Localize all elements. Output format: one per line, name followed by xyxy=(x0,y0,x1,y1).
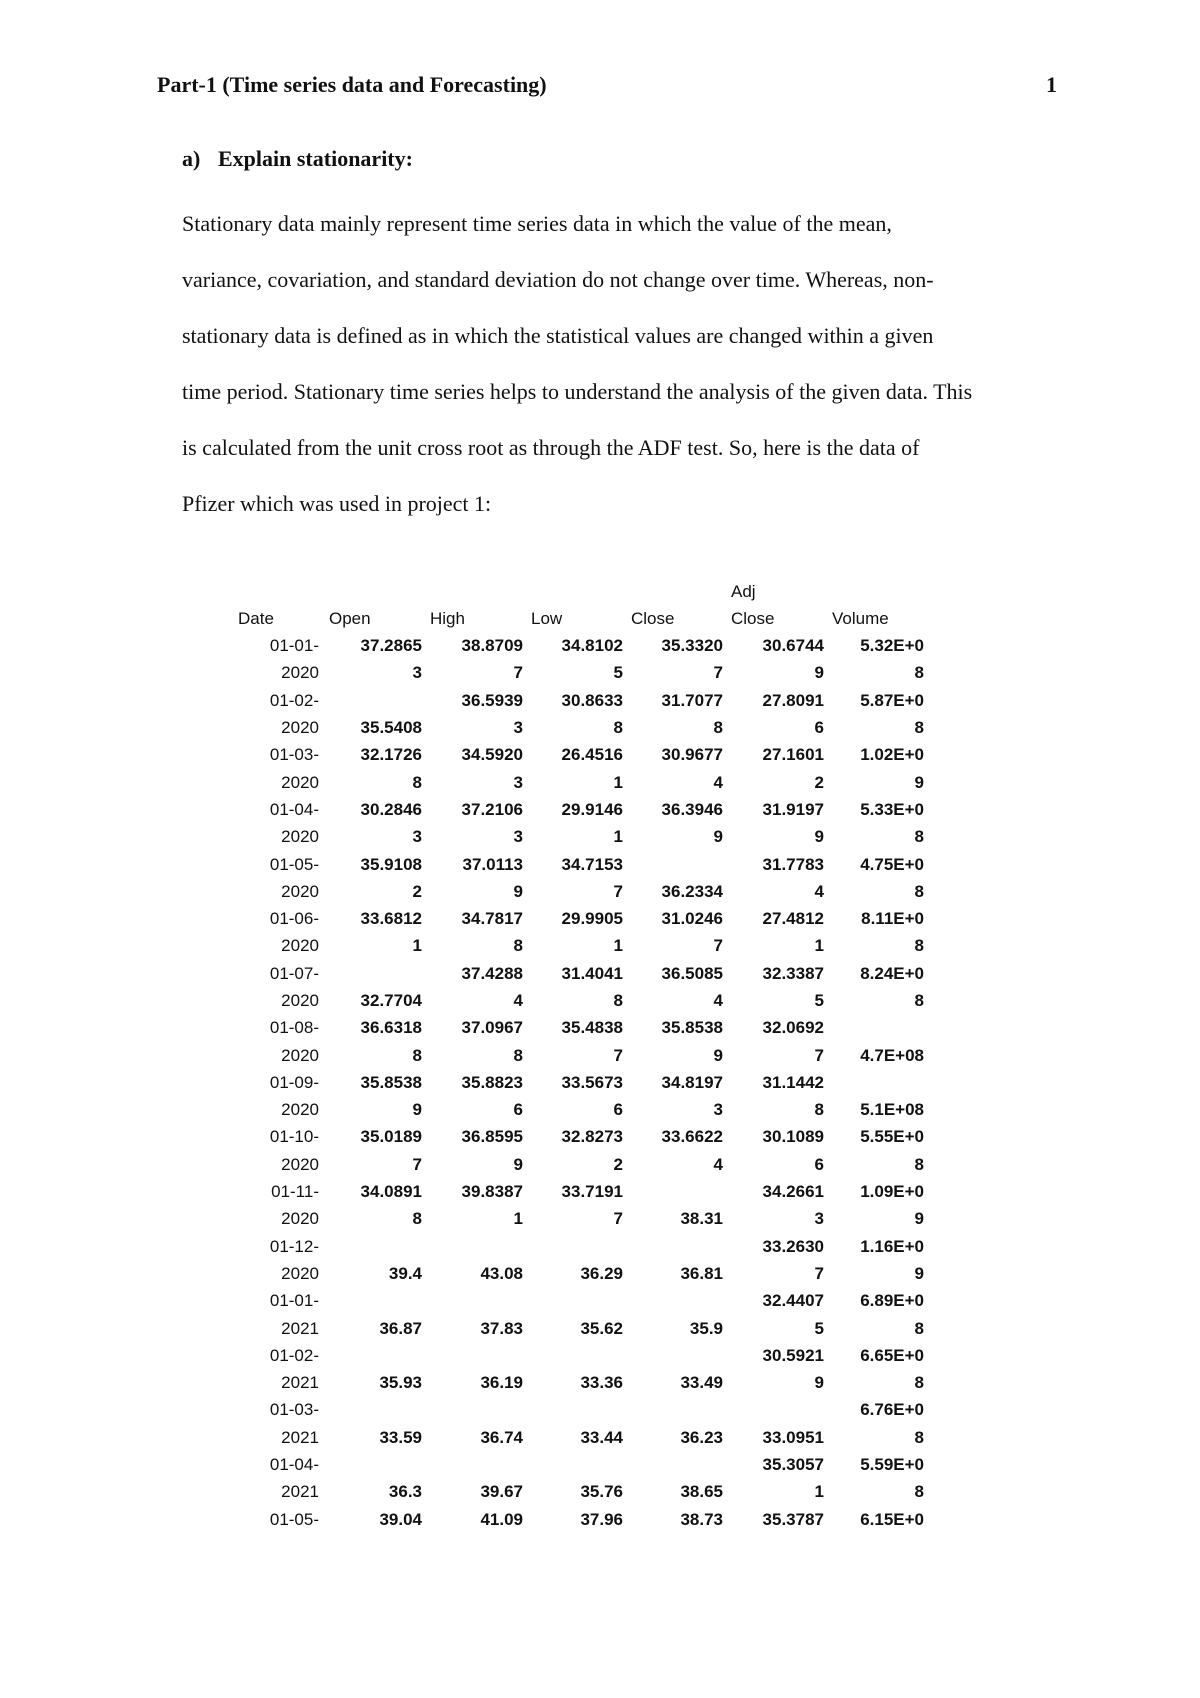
page-header xyxy=(157,72,1057,106)
table-cell: 7 xyxy=(713,936,723,956)
table-cell: 5 xyxy=(613,663,623,683)
table-cell: 37.96 xyxy=(580,1509,623,1529)
table-cell: 3 xyxy=(412,827,422,847)
table-cell xyxy=(325,687,426,714)
table-cell: 31.1442 xyxy=(762,1072,824,1092)
table-cell: 7 xyxy=(613,1209,623,1229)
table-row xyxy=(228,687,928,714)
table-cell xyxy=(828,1014,928,1041)
table-cell xyxy=(325,1451,426,1478)
table-row xyxy=(228,1451,928,1478)
table-cell: 32.4407 xyxy=(762,1291,824,1311)
table-row xyxy=(228,1314,928,1341)
date-cell: 2021 xyxy=(281,1318,319,1338)
date-cell: 01-08- xyxy=(269,1018,319,1038)
table-cell: 2 xyxy=(613,1154,623,1174)
table-body xyxy=(228,632,928,1533)
table-cell: 37.2865 xyxy=(360,636,422,656)
table-cell: 6 xyxy=(513,1100,523,1120)
date-cell: 01-01- xyxy=(269,636,319,656)
table-cell: 35.93 xyxy=(379,1373,422,1393)
table-cell: 33.36 xyxy=(580,1373,623,1393)
table-row xyxy=(228,632,928,659)
table-cell: 30.5921 xyxy=(762,1345,824,1365)
date-cell: 2020 xyxy=(281,1263,319,1283)
table-cell: 1 xyxy=(613,936,623,956)
table-cell: 36.2334 xyxy=(661,881,723,901)
table-cell: 8 xyxy=(914,1427,924,1447)
table-cell: 8 xyxy=(914,1482,924,1502)
column-header-text: Adj xyxy=(731,582,756,601)
table-cell: 8 xyxy=(914,1154,924,1174)
table-cell: 39.04 xyxy=(379,1509,422,1529)
table-cell: 5.55E+0 xyxy=(860,1127,924,1147)
table-cell: 9 xyxy=(412,1100,422,1120)
table-cell: 35.5408 xyxy=(360,718,422,738)
table-cell: 39.8387 xyxy=(461,1182,523,1202)
table-cell: 36.5085 xyxy=(661,963,723,983)
table-cell: 5.87E+0 xyxy=(860,690,924,710)
table-row xyxy=(228,878,928,905)
date-cell: 2020 xyxy=(281,1154,319,1174)
column-header xyxy=(727,578,828,632)
table-row xyxy=(228,932,928,959)
table-row xyxy=(228,1096,928,1123)
column-header xyxy=(627,578,727,632)
table-cell: 3 xyxy=(513,718,523,738)
table-cell xyxy=(527,1287,627,1314)
body-paragraph xyxy=(182,196,1062,532)
date-cell: 2020 xyxy=(281,772,319,792)
table-cell: 7 xyxy=(814,1263,824,1283)
table-cell: 33.59 xyxy=(379,1427,422,1447)
table-cell: 43.08 xyxy=(480,1263,523,1283)
table-cell: 27.8091 xyxy=(762,690,824,710)
table-cell: 2 xyxy=(412,881,422,901)
table-cell: 32.8273 xyxy=(561,1127,623,1147)
table-cell: 8 xyxy=(613,718,623,738)
table-cell: 32.1726 xyxy=(360,745,422,765)
table-cell: 26.4516 xyxy=(561,745,623,765)
table-cell: 5.33E+0 xyxy=(860,799,924,819)
date-cell: 01-09- xyxy=(269,1072,319,1092)
table-cell: 8.24E+0 xyxy=(860,963,924,983)
date-cell: 01-02- xyxy=(269,690,319,710)
column-header xyxy=(325,578,426,632)
table-cell: 1.16E+0 xyxy=(860,1236,924,1256)
table-cell: 36.87 xyxy=(379,1318,422,1338)
section-label: a) xyxy=(182,146,201,171)
table-cell: 9 xyxy=(814,1373,824,1393)
table-cell: 6.76E+0 xyxy=(860,1400,924,1420)
table-cell: 9 xyxy=(513,881,523,901)
table-cell: 6 xyxy=(814,718,824,738)
section-title: Explain stationarity: xyxy=(218,146,413,171)
table-row xyxy=(228,1014,928,1041)
table-cell: 9 xyxy=(713,1045,723,1065)
table-cell: 32.3387 xyxy=(762,963,824,983)
table-cell: 31.0246 xyxy=(661,909,723,929)
table-cell: 27.4812 xyxy=(762,909,824,929)
table-cell: 35.8823 xyxy=(461,1072,523,1092)
table-cell: 39.67 xyxy=(480,1482,523,1502)
date-cell: 2020 xyxy=(281,1100,319,1120)
table-cell: 9 xyxy=(814,663,824,683)
column-header xyxy=(228,578,325,632)
table-cell: 3 xyxy=(513,827,523,847)
table-cell: 38.31 xyxy=(680,1209,723,1229)
table-cell: 33.2630 xyxy=(762,1236,824,1256)
date-cell: 01-12- xyxy=(269,1236,319,1256)
table-cell: 1 xyxy=(613,827,623,847)
table-cell xyxy=(426,1233,527,1260)
table-cell: 5.59E+0 xyxy=(860,1455,924,1475)
table-cell: 7 xyxy=(814,1045,824,1065)
table-cell: 6.89E+0 xyxy=(860,1291,924,1311)
table-cell: 4 xyxy=(713,772,723,792)
table-cell: 8.11E+0 xyxy=(861,909,924,929)
table-cell xyxy=(527,1342,627,1369)
date-cell: 01-06- xyxy=(269,909,319,929)
table-cell xyxy=(627,1451,727,1478)
table-cell: 8 xyxy=(513,936,523,956)
page-number: 1 xyxy=(1046,72,1057,97)
table-cell: 8 xyxy=(914,663,924,683)
table-row xyxy=(228,1151,928,1178)
table-cell: 3 xyxy=(412,663,422,683)
date-cell: 2020 xyxy=(281,936,319,956)
table-cell: 31.7077 xyxy=(661,690,723,710)
table-cell: 32.0692 xyxy=(762,1018,824,1038)
table-cell: 5 xyxy=(814,991,824,1010)
table-cell: 37.2106 xyxy=(461,799,523,819)
date-cell: 01-04- xyxy=(269,799,319,819)
table-cell: 37.0113 xyxy=(462,854,523,874)
table-cell: 35.3057 xyxy=(762,1455,824,1475)
header-title: Part-1 (Time series data and Forecasting) xyxy=(157,72,547,97)
table-cell: 9 xyxy=(713,827,723,847)
column-header-text: Date xyxy=(238,609,274,628)
date-cell: 01-03- xyxy=(269,1400,319,1420)
table-cell: 34.5920 xyxy=(461,745,523,765)
table-cell: 1 xyxy=(814,1482,824,1502)
table-cell: 36.81 xyxy=(680,1263,723,1283)
table-cell: 4.75E+0 xyxy=(860,854,924,874)
table-cell: 30.1089 xyxy=(762,1127,824,1147)
date-cell: 01-05- xyxy=(269,1509,319,1529)
table-cell: 35.0189 xyxy=(360,1127,422,1147)
table-cell: 8 xyxy=(412,1209,422,1229)
table-cell: 8 xyxy=(914,1318,924,1338)
table-cell: 1 xyxy=(613,772,623,792)
table-cell: 8 xyxy=(914,1373,924,1393)
table-cell: 7 xyxy=(613,1045,623,1065)
table-cell: 29.9146 xyxy=(561,799,623,819)
table-row xyxy=(228,1424,928,1451)
table-cell: 6 xyxy=(613,1100,623,1120)
table-row xyxy=(228,1041,928,1068)
table-cell: 34.8197 xyxy=(661,1072,723,1092)
date-cell: 01-11- xyxy=(271,1182,319,1202)
table-cell: 30.9677 xyxy=(661,745,723,765)
table-cell: 36.29 xyxy=(580,1263,623,1283)
column-header xyxy=(426,578,527,632)
table-cell: 4 xyxy=(814,881,824,901)
table-row xyxy=(228,659,928,686)
table-cell xyxy=(627,1396,727,1423)
table-cell: 9 xyxy=(914,772,924,792)
table-cell: 6.15E+0 xyxy=(860,1509,924,1529)
table-row xyxy=(228,1123,928,1150)
section-heading xyxy=(182,146,413,172)
table-cell xyxy=(627,850,727,877)
table-cell: 7 xyxy=(513,663,523,683)
table-cell: 5 xyxy=(814,1318,824,1338)
table-row xyxy=(228,1342,928,1369)
table-cell: 8 xyxy=(914,936,924,956)
paragraph-line: stationary data is defined as in which the statistical values are changed within a given xyxy=(182,323,934,348)
column-header-text: Low xyxy=(531,609,563,628)
table-cell: 33.7191 xyxy=(561,1182,623,1202)
table-cell xyxy=(325,960,426,987)
table-cell: 8 xyxy=(412,772,422,792)
table-row xyxy=(228,1506,928,1533)
table-cell xyxy=(325,1233,426,1260)
table-cell: 3 xyxy=(713,1100,723,1120)
table-cell xyxy=(627,1233,727,1260)
table-cell xyxy=(426,1287,527,1314)
date-cell: 01-02- xyxy=(269,1345,319,1365)
column-header-text: Volume xyxy=(832,609,889,628)
table-cell: 31.9197 xyxy=(762,799,824,819)
date-cell: 2021 xyxy=(281,1373,319,1393)
table-cell xyxy=(325,1287,426,1314)
paragraph-line: is calculated from the unit cross root as through the ADF test. So, here is the data of xyxy=(182,435,920,460)
table-cell: 30.8633 xyxy=(561,690,623,710)
table-row xyxy=(228,714,928,741)
table-cell: 7 xyxy=(412,1154,422,1174)
table-cell: 8 xyxy=(914,827,924,847)
table-cell xyxy=(527,1396,627,1423)
table-cell: 33.6812 xyxy=(360,909,422,929)
table-row xyxy=(228,1178,928,1205)
table-cell: 35.4838 xyxy=(561,1018,623,1038)
table-cell: 36.3 xyxy=(388,1482,422,1502)
date-cell: 01-01- xyxy=(269,1291,319,1311)
date-cell: 01-04- xyxy=(269,1455,319,1475)
table-cell: 9 xyxy=(914,1209,924,1229)
table-row xyxy=(228,796,928,823)
table-cell: 38.8709 xyxy=(461,636,523,656)
table-cell: 38.65 xyxy=(680,1482,723,1502)
table-row xyxy=(228,1260,928,1287)
date-cell: 2021 xyxy=(281,1482,319,1502)
table-cell: 33.49 xyxy=(680,1373,723,1393)
table-cell: 33.6622 xyxy=(661,1127,723,1147)
date-cell: 01-05- xyxy=(269,854,319,874)
table-cell: 39.4 xyxy=(388,1263,422,1283)
table-cell: 8 xyxy=(914,718,924,738)
table-cell: 1 xyxy=(513,1209,523,1229)
table-cell: 8 xyxy=(914,991,924,1010)
table-cell: 8 xyxy=(613,991,623,1010)
table-cell xyxy=(627,1342,727,1369)
table-cell: 8 xyxy=(513,1045,523,1065)
date-cell: 2020 xyxy=(281,881,319,901)
table-cell: 35.9 xyxy=(689,1318,723,1338)
table-cell xyxy=(426,1451,527,1478)
date-cell: 2021 xyxy=(281,1427,319,1447)
column-header-text: Close xyxy=(631,609,675,628)
table-cell xyxy=(426,1342,527,1369)
table-row xyxy=(228,987,928,1014)
table-cell: 35.3787 xyxy=(762,1509,824,1529)
column-header-text: Open xyxy=(329,609,371,628)
stock-data-table xyxy=(228,578,928,1533)
table-row xyxy=(228,1069,928,1096)
table-row xyxy=(228,1369,928,1396)
table-cell: 30.6744 xyxy=(762,636,824,656)
table-cell: 38.73 xyxy=(680,1509,723,1529)
table-cell: 36.74 xyxy=(480,1427,523,1447)
table-cell: 3 xyxy=(513,772,523,792)
column-header-text: Close xyxy=(731,609,775,628)
table-cell xyxy=(627,1178,727,1205)
table-cell: 4 xyxy=(713,991,723,1010)
table-header-row xyxy=(228,578,928,632)
table-cell: 35.9108 xyxy=(360,854,422,874)
table-cell: 33.44 xyxy=(580,1427,623,1447)
table-cell: 7 xyxy=(613,881,623,901)
table-cell: 36.8595 xyxy=(461,1127,523,1147)
table-cell: 31.4041 xyxy=(561,963,623,983)
table-cell: 33.5673 xyxy=(561,1072,623,1092)
table-cell xyxy=(627,1287,727,1314)
date-cell: 2020 xyxy=(281,718,319,738)
table-cell xyxy=(727,1396,828,1423)
table-cell: 4.7E+08 xyxy=(860,1045,924,1065)
table-cell: 33.0951 xyxy=(762,1427,824,1447)
table-cell: 9 xyxy=(513,1154,523,1174)
table-cell: 36.5939 xyxy=(461,690,523,710)
table-cell: 35.62 xyxy=(580,1318,623,1338)
table-cell: 1 xyxy=(814,936,824,956)
table-row xyxy=(228,1287,928,1314)
table-cell: 5.32E+0 xyxy=(860,636,924,656)
table-cell: 6.65E+0 xyxy=(860,1345,924,1365)
table-row xyxy=(228,823,928,850)
date-cell: 01-10- xyxy=(269,1127,319,1147)
table-cell: 32.7704 xyxy=(360,991,422,1010)
date-cell: 2020 xyxy=(281,827,319,847)
table-cell: 34.0891 xyxy=(360,1182,422,1202)
table-cell: 36.6318 xyxy=(360,1018,422,1038)
table-cell: 36.3946 xyxy=(661,799,723,819)
table-cell: 7 xyxy=(713,663,723,683)
table-cell: 1.09E+0 xyxy=(860,1182,924,1202)
table-cell: 34.7817 xyxy=(461,909,523,929)
paragraph-line: Stationary data mainly represent time series data in which the value of the mean, xyxy=(182,211,892,236)
table-cell: 35.8538 xyxy=(360,1072,422,1092)
table-cell: 36.19 xyxy=(480,1373,523,1393)
column-header xyxy=(828,578,928,632)
table-row xyxy=(228,905,928,932)
table-cell: 3 xyxy=(814,1209,824,1229)
table-row xyxy=(228,960,928,987)
table-row xyxy=(228,1205,928,1232)
table-cell: 34.8102 xyxy=(561,636,623,656)
paragraph-line: Pfizer which was used in project 1: xyxy=(182,491,492,516)
table-cell: 36.23 xyxy=(680,1427,723,1447)
table-cell: 37.4288 xyxy=(461,963,523,983)
table-cell: 31.7783 xyxy=(762,854,824,874)
date-cell: 01-07- xyxy=(269,963,319,983)
table-cell xyxy=(828,1069,928,1096)
date-cell: 2020 xyxy=(281,991,319,1010)
date-cell: 2020 xyxy=(281,663,319,683)
column-header-text: High xyxy=(430,609,465,628)
table-cell xyxy=(527,1233,627,1260)
table-row xyxy=(228,768,928,795)
table-cell: 1.02E+0 xyxy=(860,745,924,765)
table-cell: 4 xyxy=(713,1154,723,1174)
paragraph-line: variance, covariation, and standard deviation do not change over time. Whereas, non- xyxy=(182,267,934,292)
table-cell: 9 xyxy=(814,827,824,847)
table-row xyxy=(228,1233,928,1260)
table-cell: 4 xyxy=(513,991,523,1010)
table-cell xyxy=(325,1342,426,1369)
table-cell xyxy=(426,1396,527,1423)
table-cell: 34.7153 xyxy=(561,854,623,874)
table-cell: 37.83 xyxy=(480,1318,523,1338)
table-cell: 41.09 xyxy=(480,1509,523,1529)
date-cell: 2020 xyxy=(281,1209,319,1229)
table-cell: 35.8538 xyxy=(661,1018,723,1038)
table-cell xyxy=(527,1451,627,1478)
table-cell: 5.1E+08 xyxy=(860,1100,924,1120)
column-header xyxy=(527,578,627,632)
table-cell: 6 xyxy=(814,1154,824,1174)
date-cell: 01-03- xyxy=(269,745,319,765)
table-cell: 35.3320 xyxy=(661,636,723,656)
table-cell: 8 xyxy=(713,718,723,738)
table-cell: 2 xyxy=(814,772,824,792)
table-cell: 8 xyxy=(914,881,924,901)
table-cell: 1 xyxy=(412,936,422,956)
table-cell: 35.76 xyxy=(580,1482,623,1502)
table-cell xyxy=(325,1396,426,1423)
table-cell: 27.1601 xyxy=(762,745,824,765)
table-cell: 34.2661 xyxy=(762,1182,824,1202)
table-row xyxy=(228,850,928,877)
paragraph-line: time period. Stationary time series helps to understand the analysis of the given data. This xyxy=(182,379,973,404)
table-row xyxy=(228,741,928,768)
table-cell: 29.9905 xyxy=(561,909,623,929)
table-cell: 9 xyxy=(914,1263,924,1283)
table-cell: 37.0967 xyxy=(461,1018,523,1038)
date-cell: 2020 xyxy=(281,1045,319,1065)
table-row xyxy=(228,1396,928,1423)
table-cell: 8 xyxy=(412,1045,422,1065)
table-cell: 30.2846 xyxy=(360,799,422,819)
table-row xyxy=(228,1478,928,1505)
table-cell: 8 xyxy=(814,1100,824,1120)
